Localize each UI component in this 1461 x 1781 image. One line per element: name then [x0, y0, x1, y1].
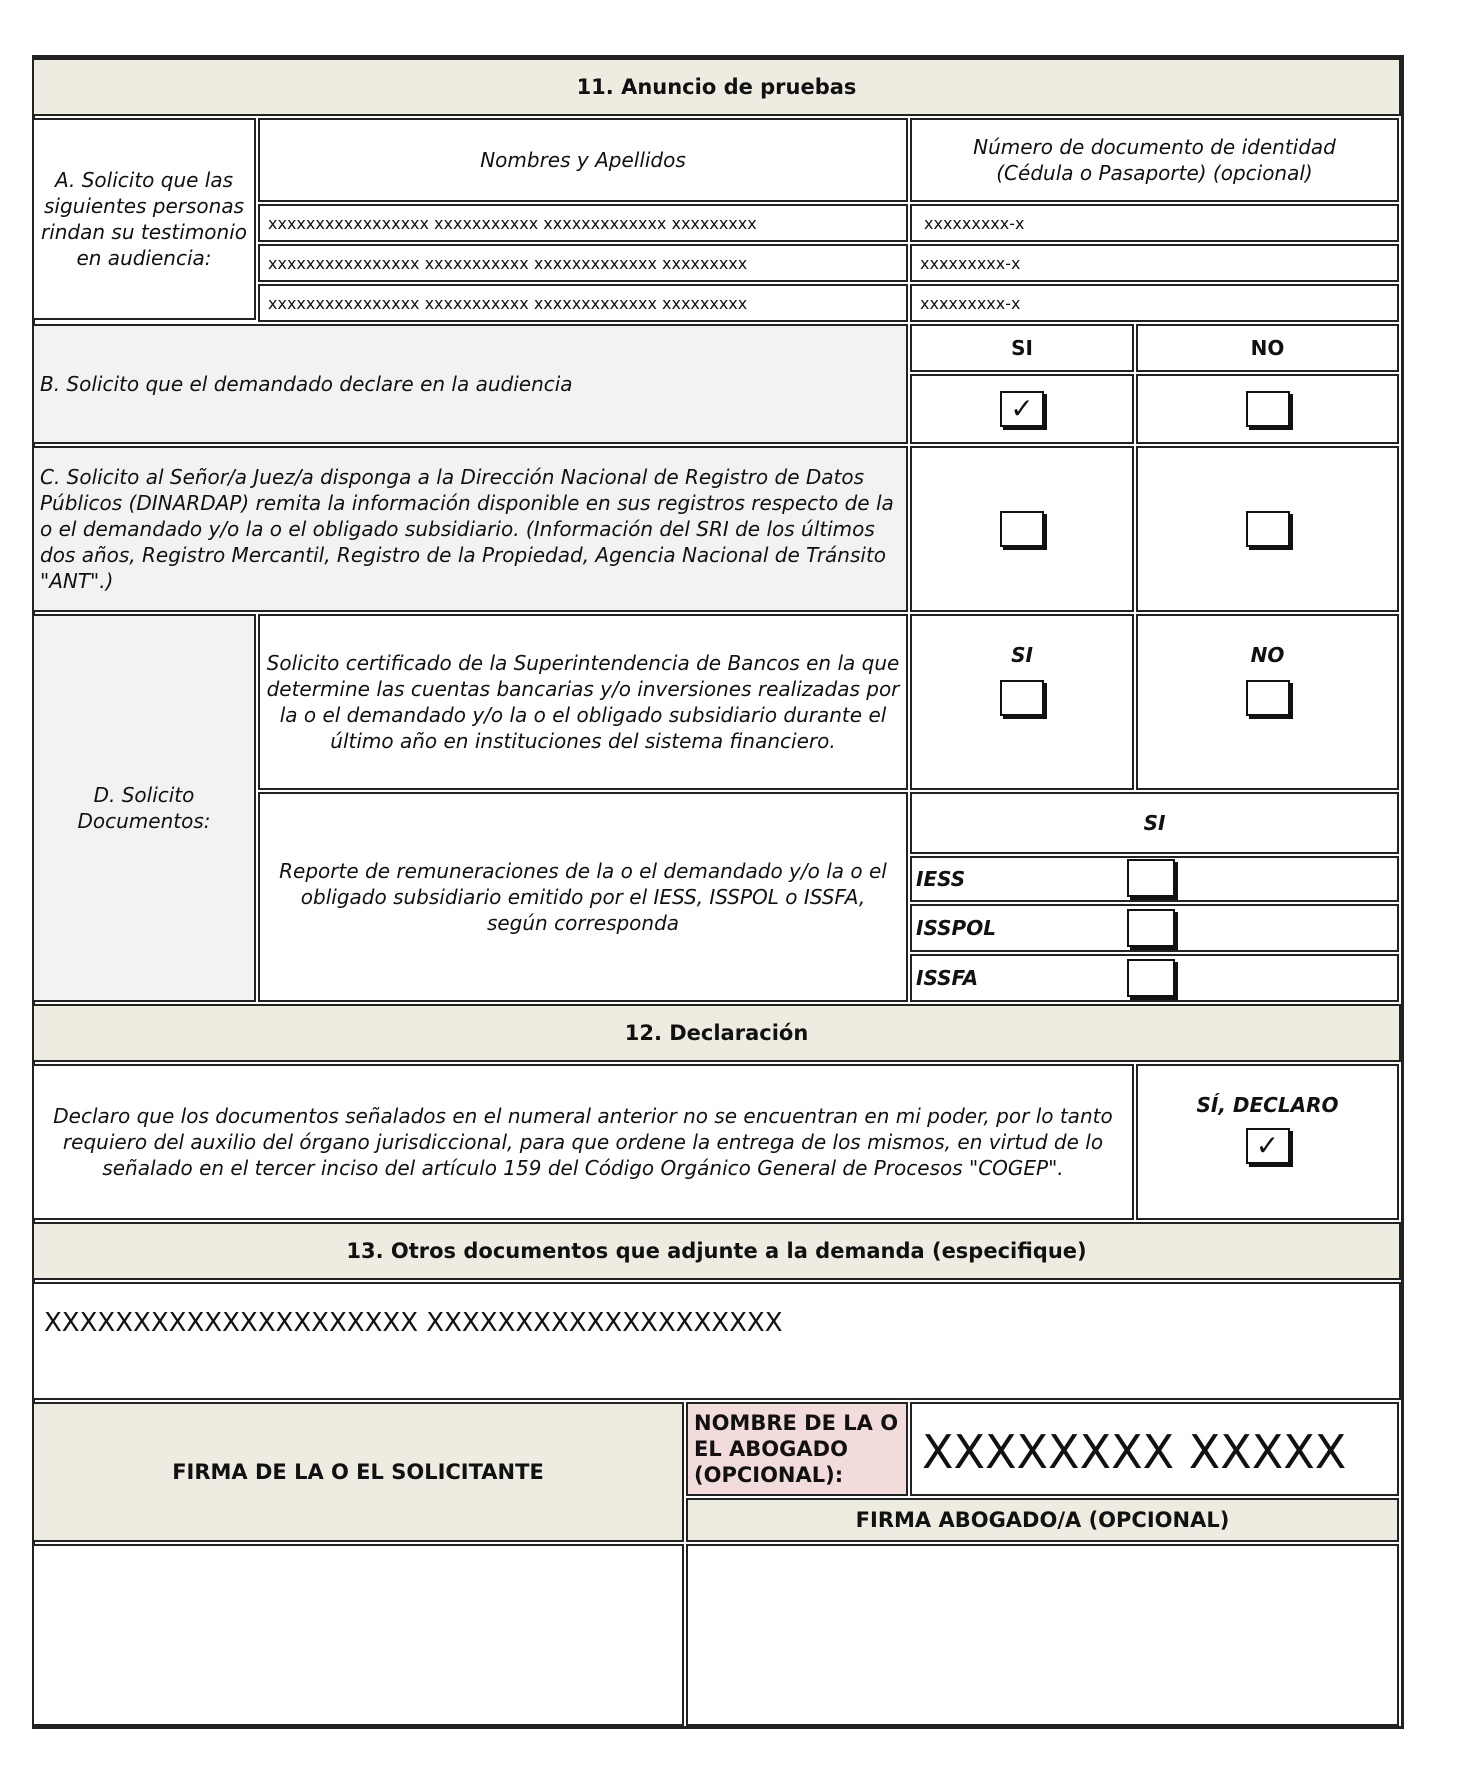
d2-si-header: SI [910, 792, 1399, 854]
b-si-cell [910, 374, 1134, 444]
c-no-checkbox[interactable] [1246, 511, 1290, 547]
isspol-checkbox[interactable] [1127, 909, 1175, 947]
lawyer-name-label: NOMBRE DE LA O EL ABOGADO (OPCIONAL): [686, 1402, 908, 1496]
applicant-signature-area[interactable] [32, 1544, 684, 1726]
witness-id-1[interactable]: xxxxxxxxx-x [910, 204, 1399, 242]
c-si-checkbox[interactable] [1000, 511, 1044, 547]
lawyer-name-value: XXXXXXXX XXXXX [922, 1425, 1347, 1479]
b-no-checkbox[interactable] [1246, 391, 1290, 427]
c-no-cell [1136, 446, 1399, 612]
column-header-names: Nombres y Apellidos [258, 118, 908, 202]
section-d-label: D. Solicito Documentos: [32, 614, 256, 1002]
lawyer-signature-area[interactable] [686, 1544, 1399, 1726]
section-c-label: C. Solicito al Señor/a Juez/a disponga a la Dirección Nacional de Registro de Datos Públicos (DINARDAP) remita la información disponible en sus registros respecto de la o el demandado y/o la o el obligado subsidiario. (Información del SRI de los últimos dos años, Registro Mercantil, Registro de la Propiedad, Agencia Nacional de Tránsito "ANT".) [32, 446, 908, 612]
section-11-title: 11. Anuncio de pruebas [32, 58, 1401, 116]
lawyer-signature-label: FIRMA ABOGADO/A (OPCIONAL) [686, 1498, 1399, 1542]
iess-checkbox[interactable] [1127, 859, 1175, 897]
other-documents-field[interactable] [32, 1282, 1401, 1400]
d1-no-cell [1136, 614, 1399, 790]
b-si-checkbox[interactable]: ✓ [1000, 391, 1044, 427]
d2-text: Reporte de remuneraciones de la o el demandado y/o la o el obligado subsidiario emitido por el IESS, ISSPOL o ISSFA, según corresponda [258, 792, 908, 1002]
issfa-label: ISSFA [916, 966, 979, 990]
d1-no-label: NO [1250, 643, 1285, 667]
b-si-header: SI [910, 324, 1134, 372]
witness-name-3[interactable]: xxxxxxxxxxxxxxxx xxxxxxxxxxx xxxxxxxxxxxxx xxxxxxxxx [258, 284, 908, 322]
witness-id-2[interactable]: xxxxxxxxx-x [910, 244, 1399, 282]
iess-label: IESS [916, 867, 966, 891]
other-documents-value: XXXXXXXXXXXXXXXXXXXXX XXXXXXXXXXXXXXXXXXXX [44, 1308, 783, 1338]
isspol-label: ISSPOL [916, 916, 996, 940]
declaration-check-label: SÍ, DECLARO [1196, 1093, 1339, 1117]
section-13-title: 13. Otros documentos que adjunte a la demanda (especifique) [32, 1222, 1401, 1280]
witness-id-3[interactable]: xxxxxxxxx-x [910, 284, 1399, 322]
witness-name-1[interactable]: xxxxxxxxxxxxxxxxx xxxxxxxxxxx xxxxxxxxxxxxx xxxxxxxxx [258, 204, 908, 242]
c-si-cell [910, 446, 1134, 612]
declaration-checkbox[interactable]: ✓ [1246, 1128, 1290, 1164]
b-no-cell [1136, 374, 1399, 444]
section-12-title: 12. Declaración [32, 1004, 1401, 1062]
lawyer-name-field[interactable] [910, 1402, 1399, 1496]
section-b-label: B. Solicito que el demandado declare en la audiencia [32, 324, 908, 444]
applicant-signature-label: FIRMA DE LA O EL SOLICITANTE [32, 1402, 684, 1542]
declaration-text: Declaro que los documentos señalados en el numeral anterior no se encuentran en mi poder, por lo tanto requiero del auxilio del órgano jurisdiccional, para que ordene la entrega de los mismos, en virtud de lo señalado en el tercer inciso del artículo 159 del Código Orgánico General de Procesos "COGEP". [32, 1064, 1134, 1220]
column-header-id: Número de documento de identidad (Cédula o Pasaporte) (opcional) [910, 118, 1399, 202]
b-no-header: NO [1136, 324, 1399, 372]
d1-si-checkbox[interactable] [1000, 680, 1044, 716]
issfa-checkbox[interactable] [1127, 959, 1175, 997]
d1-si-label: SI [1011, 643, 1033, 667]
d1-text: Solicito certificado de la Superintendencia de Bancos en la que determine las cuentas bancarias y/o inversiones realizadas por la o el demandado y/o la o el obligado subsidiario durante el último año en instituciones del sistema financiero. [258, 614, 908, 790]
declaration-check-cell [1136, 1064, 1399, 1220]
d1-no-checkbox[interactable] [1246, 680, 1290, 716]
witness-name-2[interactable]: xxxxxxxxxxxxxxxx xxxxxxxxxxx xxxxxxxxxxxxx xxxxxxxxx [258, 244, 908, 282]
section-a-label: A. Solicito que las siguientes personas rindan su testimonio en audiencia: [32, 118, 256, 320]
d1-si-cell [910, 614, 1134, 790]
